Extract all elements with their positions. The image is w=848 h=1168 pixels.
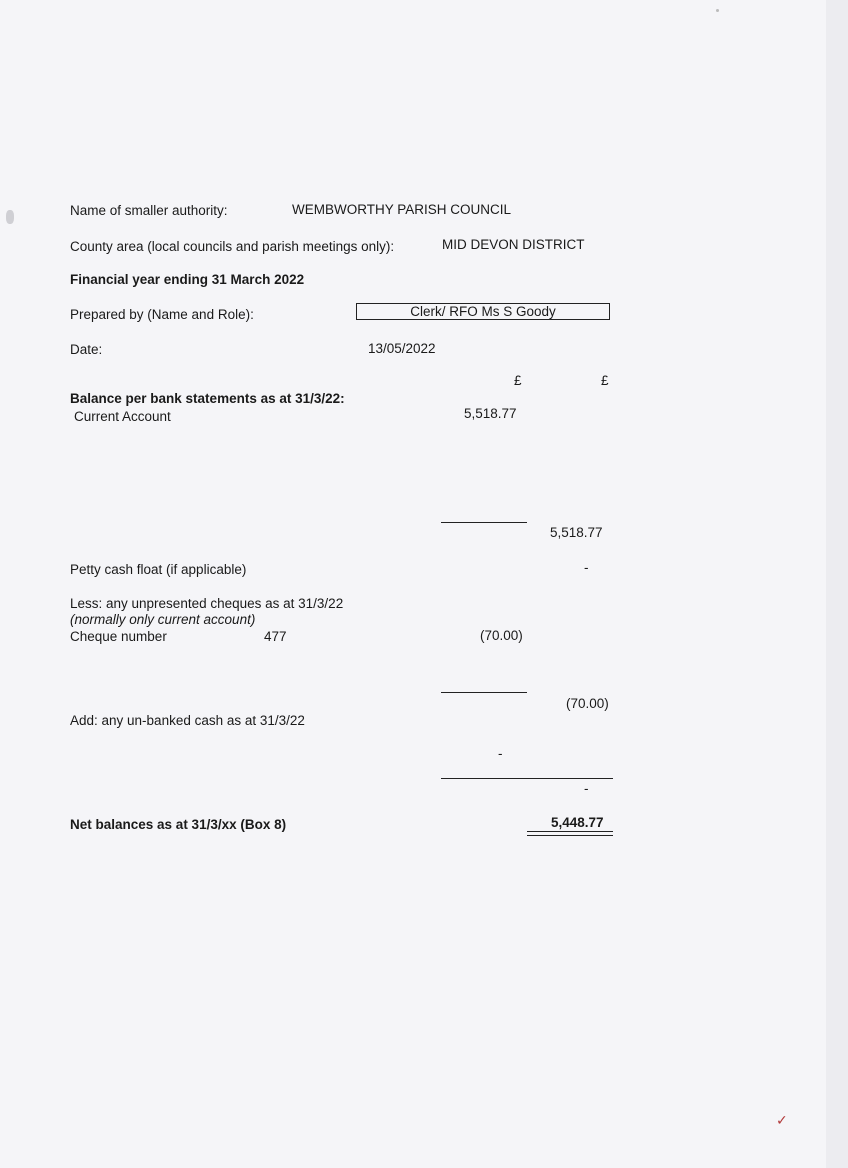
net-double-rule-top	[527, 831, 613, 832]
current-account-label: Current Account	[74, 409, 171, 424]
county-value: MID DEVON DISTRICT	[442, 237, 585, 252]
cheque-number-value: 477	[264, 629, 287, 644]
date-value: 13/05/2022	[368, 341, 436, 356]
currency-col2: £	[601, 373, 609, 388]
scan-edge-shadow	[826, 0, 848, 1168]
scan-speck	[716, 9, 719, 12]
bank-subtotal: 5,518.77	[550, 525, 603, 540]
financial-year-heading: Financial year ending 31 March 2022	[70, 272, 305, 287]
petty-cash-value: -	[584, 560, 589, 575]
county-label: County area (local councils and parish meetings only):	[70, 239, 395, 254]
unbanked-rule	[441, 778, 613, 779]
prepared-by-label: Prepared by (Name and Role):	[70, 307, 254, 322]
current-account-value: 5,518.77	[464, 406, 517, 421]
scan-smudge	[6, 210, 14, 224]
authority-label: Name of smaller authority:	[70, 203, 228, 218]
unpresented-subtotal: (70.00)	[566, 696, 609, 711]
currency-col1: £	[514, 373, 522, 388]
authority-value: WEMBWORTHY PARISH COUNCIL	[292, 202, 512, 217]
tick-mark: ✓	[776, 1112, 788, 1128]
bank-heading: Balance per bank statements as at 31/3/22:	[70, 391, 345, 406]
unpresented-subtotal-rule	[441, 692, 527, 693]
net-balance-label: Net balances as at 31/3/xx (Box 8)	[70, 817, 287, 832]
unpresented-label: Less: any unpresented cheques as at 31/3/22	[70, 596, 344, 611]
net-double-rule-bottom	[527, 835, 613, 836]
date-label: Date:	[70, 342, 103, 357]
unbanked-value: -	[498, 746, 503, 761]
unbanked-label: Add: any un-banked cash as at 31/3/22	[70, 713, 305, 728]
unbanked-subtotal: -	[584, 781, 589, 796]
bank-subtotal-rule	[441, 522, 527, 523]
net-balance-value: 5,448.77	[551, 815, 604, 830]
unpresented-note: (normally only current account)	[70, 612, 256, 627]
petty-cash-label: Petty cash float (if applicable)	[70, 562, 247, 577]
prepared-by-box	[356, 303, 610, 320]
cheque-amount: (70.00)	[480, 628, 523, 643]
prepared-by-value: Clerk/ RFO Ms S Goody	[410, 304, 556, 319]
cheque-number-label: Cheque number	[70, 629, 167, 644]
